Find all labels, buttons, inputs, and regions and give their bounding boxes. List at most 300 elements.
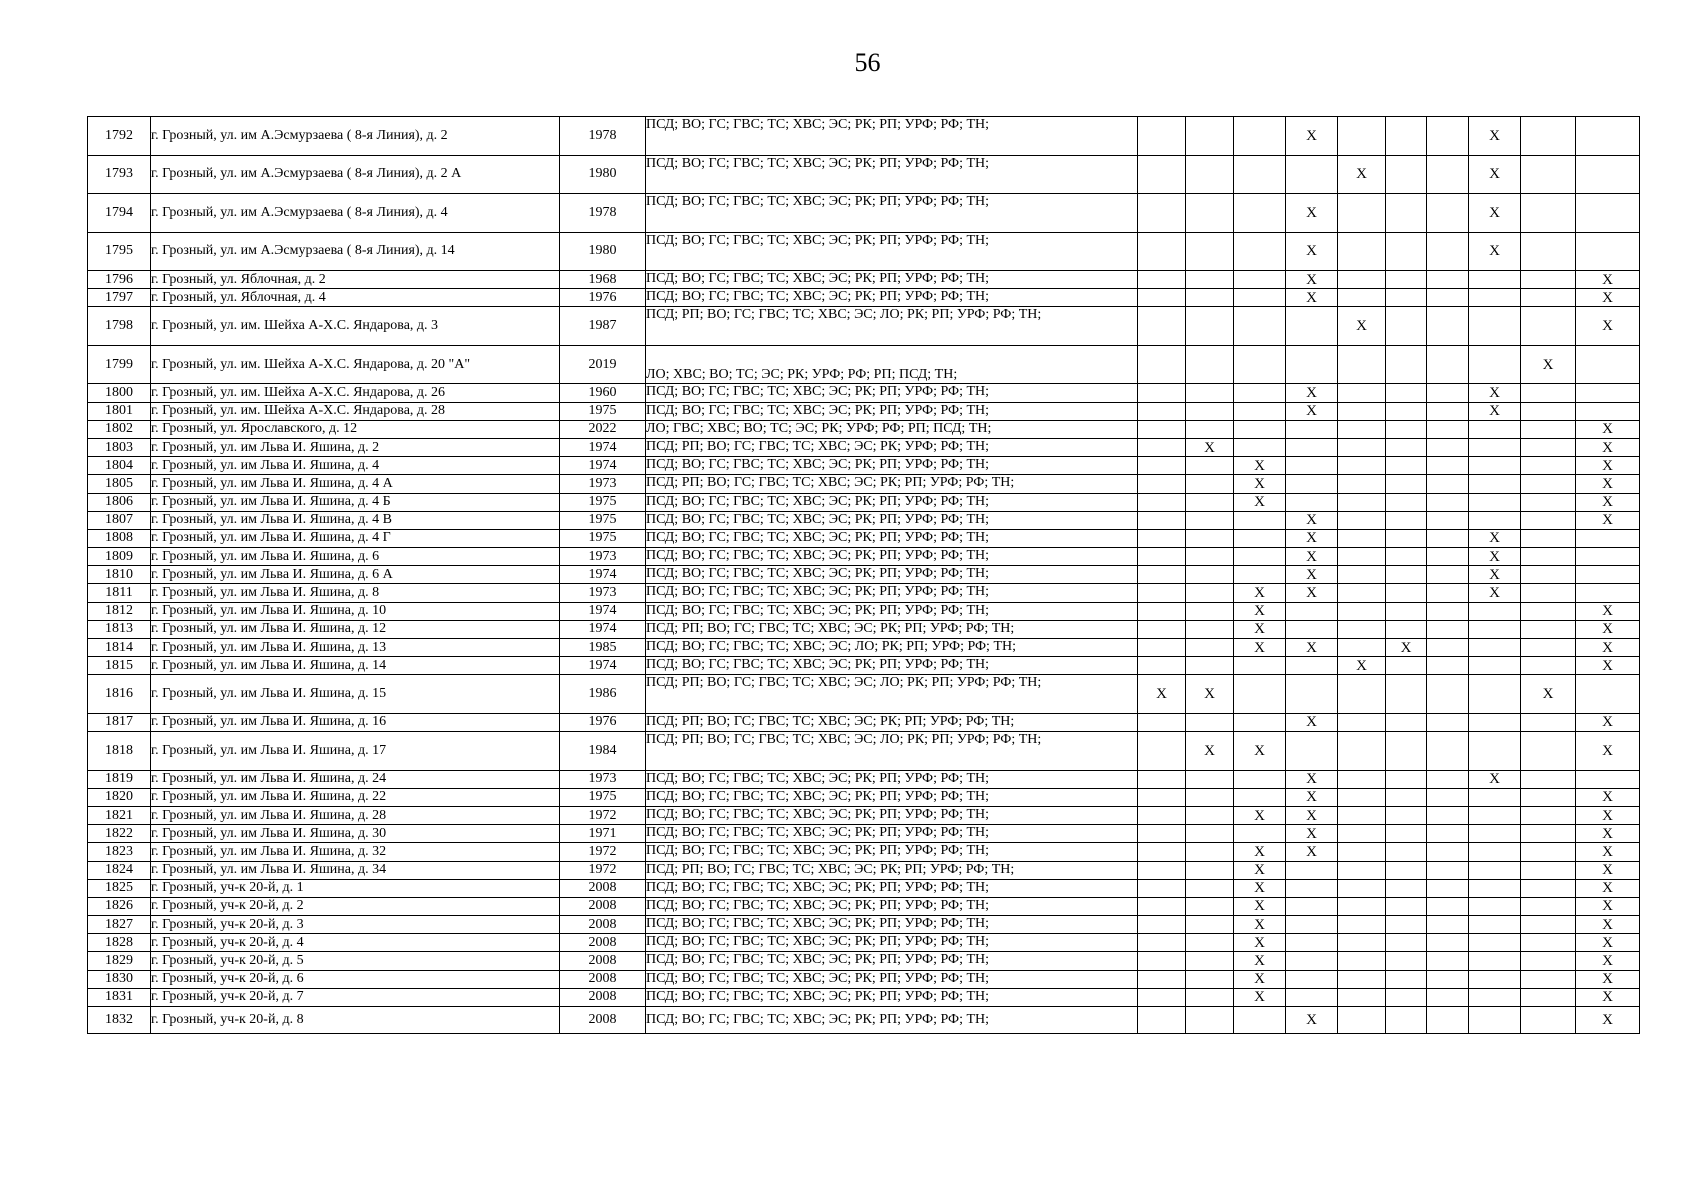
- mark-cell-4: [1286, 916, 1338, 934]
- mark-cell-5: [1338, 934, 1386, 952]
- mark-cell-9: [1521, 271, 1576, 289]
- mark-cell-4: [1286, 988, 1338, 1006]
- systems-cell: ПСД; ВО; ГС; ГВС; ТС; ХВС; ЭС; РК; РП; УРФ; РФ; ТН;: [646, 602, 1138, 620]
- table-row: [88, 657, 1640, 675]
- mark-cell-2: [1186, 529, 1234, 547]
- address-cell: г. Грозный, уч-к 20-й, д. 2: [151, 897, 560, 915]
- mark-cell-3: [1234, 384, 1286, 402]
- year-cell: 1974: [560, 657, 646, 675]
- systems-cell: ЛО; ГВС; ХВС; ВО; ТС; ЭС; РК; УРФ; РФ; РП; ПСД; ТН;: [646, 420, 1138, 438]
- mark-cell-10: [1576, 566, 1640, 584]
- mark-cell-6: [1386, 806, 1427, 824]
- row-number-cell: 1807: [88, 511, 151, 529]
- table-row: [88, 511, 1640, 529]
- mark-cell-10: [1576, 345, 1640, 384]
- year-cell: 1973: [560, 548, 646, 566]
- mark-cell-1: [1138, 457, 1186, 475]
- systems-cell: ПСД; РП; ВО; ГС; ГВС; ТС; ХВС; ЭС; РК; РП; УРФ; РФ; ТН;: [646, 861, 1138, 879]
- year-cell: 1974: [560, 566, 646, 584]
- mark-cell-7: [1427, 307, 1469, 346]
- address-cell: г. Грозный, ул. им А.Эсмурзаева ( 8-я Линия), д. 4: [151, 194, 560, 233]
- mark-cell-5: X: [1338, 307, 1386, 346]
- mark-cell-1: [1138, 511, 1186, 529]
- year-cell: 1986: [560, 675, 646, 714]
- mark-cell-4: X: [1286, 117, 1338, 156]
- address-cell: г. Грозный, ул. им Льва И. Яшина, д. 6 А: [151, 566, 560, 584]
- row-number-cell: 1819: [88, 770, 151, 788]
- mark-cell-8: [1469, 952, 1521, 970]
- systems-cell: ПСД; ВО; ГС; ГВС; ТС; ХВС; ЭС; РК; РП; УРФ; РФ; ТН;: [646, 825, 1138, 843]
- mark-cell-2: [1186, 493, 1234, 511]
- mark-cell-1: [1138, 952, 1186, 970]
- mark-cell-2: [1186, 584, 1234, 602]
- mark-cell-8: X: [1469, 402, 1521, 420]
- year-cell: 1975: [560, 493, 646, 511]
- mark-cell-2: [1186, 620, 1234, 638]
- table-row: [88, 232, 1640, 271]
- mark-cell-3: [1234, 345, 1286, 384]
- systems-cell: ПСД; ВО; ГС; ГВС; ТС; ХВС; ЭС; РК; РП; УРФ; РФ; ТН;: [646, 289, 1138, 307]
- mark-cell-8: [1469, 713, 1521, 731]
- mark-cell-7: [1427, 384, 1469, 402]
- mark-cell-5: [1338, 475, 1386, 493]
- mark-cell-8: [1469, 493, 1521, 511]
- mark-cell-5: [1338, 529, 1386, 547]
- mark-cell-3: [1234, 271, 1286, 289]
- mark-cell-8: [1469, 806, 1521, 824]
- mark-cell-8: [1469, 602, 1521, 620]
- mark-cell-4: [1286, 457, 1338, 475]
- mark-cell-3: X: [1234, 457, 1286, 475]
- mark-cell-6: [1386, 475, 1427, 493]
- mark-cell-4: [1286, 420, 1338, 438]
- table-row: [88, 732, 1640, 771]
- mark-cell-2: [1186, 879, 1234, 897]
- mark-cell-2: [1186, 1007, 1234, 1034]
- address-cell: г. Грозный, ул. им Льва И. Яшина, д. 30: [151, 825, 560, 843]
- address-cell: г. Грозный, ул. им Льва И. Яшина, д. 4 Б: [151, 493, 560, 511]
- mark-cell-9: [1521, 475, 1576, 493]
- mark-cell-10: X: [1576, 438, 1640, 456]
- mark-cell-9: [1521, 566, 1576, 584]
- systems-cell: ПСД; РП; ВО; ГС; ГВС; ТС; ХВС; ЭС; РК; РП; УРФ; РФ; ТН;: [646, 713, 1138, 731]
- mark-cell-7: [1427, 970, 1469, 988]
- mark-cell-5: [1338, 384, 1386, 402]
- mark-cell-7: [1427, 475, 1469, 493]
- systems-cell: ПСД; ВО; ГС; ГВС; ТС; ХВС; ЭС; РК; РП; УРФ; РФ; ТН;: [646, 879, 1138, 897]
- mark-cell-6: [1386, 307, 1427, 346]
- mark-cell-1: [1138, 420, 1186, 438]
- mark-cell-4: [1286, 307, 1338, 346]
- mark-cell-1: [1138, 345, 1186, 384]
- mark-cell-4: X: [1286, 402, 1338, 420]
- mark-cell-1: [1138, 271, 1186, 289]
- year-cell: 1971: [560, 825, 646, 843]
- mark-cell-5: [1338, 584, 1386, 602]
- mark-cell-4: X: [1286, 825, 1338, 843]
- mark-cell-1: [1138, 770, 1186, 788]
- mark-cell-8: [1469, 475, 1521, 493]
- mark-cell-5: X: [1338, 155, 1386, 194]
- mark-cell-10: X: [1576, 988, 1640, 1006]
- mark-cell-1: [1138, 584, 1186, 602]
- table-row: [88, 402, 1640, 420]
- mark-cell-10: [1576, 232, 1640, 271]
- mark-cell-2: [1186, 117, 1234, 156]
- mark-cell-6: [1386, 1007, 1427, 1034]
- mark-cell-10: [1576, 117, 1640, 156]
- mark-cell-7: [1427, 788, 1469, 806]
- mark-cell-4: X: [1286, 1007, 1338, 1034]
- row-number-cell: 1800: [88, 384, 151, 402]
- mark-cell-7: [1427, 988, 1469, 1006]
- mark-cell-3: [1234, 402, 1286, 420]
- row-number-cell: 1822: [88, 825, 151, 843]
- mark-cell-7: [1427, 934, 1469, 952]
- mark-cell-9: [1521, 657, 1576, 675]
- mark-cell-9: [1521, 117, 1576, 156]
- year-cell: 1985: [560, 639, 646, 657]
- address-cell: г. Грозный, ул. им А.Эсмурзаева ( 8-я Линия), д. 2: [151, 117, 560, 156]
- table-row: [88, 770, 1640, 788]
- address-cell: г. Грозный, ул. им Льва И. Яшина, д. 6: [151, 548, 560, 566]
- address-cell: г. Грозный, ул. им Льва И. Яшина, д. 10: [151, 602, 560, 620]
- mark-cell-10: X: [1576, 307, 1640, 346]
- systems-cell: ПСД; ВО; ГС; ГВС; ТС; ХВС; ЭС; РК; РП; УРФ; РФ; ТН;: [646, 232, 1138, 271]
- address-cell: г. Грозный, ул. Ярославского, д. 12: [151, 420, 560, 438]
- mark-cell-7: [1427, 155, 1469, 194]
- mark-cell-5: [1338, 861, 1386, 879]
- table-row: [88, 1007, 1640, 1034]
- year-cell: 2008: [560, 879, 646, 897]
- mark-cell-6: [1386, 788, 1427, 806]
- mark-cell-6: [1386, 970, 1427, 988]
- mark-cell-7: [1427, 1007, 1469, 1034]
- row-number-cell: 1831: [88, 988, 151, 1006]
- mark-cell-4: [1286, 345, 1338, 384]
- mark-cell-2: [1186, 806, 1234, 824]
- mark-cell-6: [1386, 384, 1427, 402]
- mark-cell-9: [1521, 232, 1576, 271]
- mark-cell-4: X: [1286, 770, 1338, 788]
- mark-cell-6: [1386, 675, 1427, 714]
- mark-cell-9: [1521, 493, 1576, 511]
- mark-cell-3: X: [1234, 843, 1286, 861]
- mark-cell-6: [1386, 194, 1427, 233]
- mark-cell-8: [1469, 1007, 1521, 1034]
- table-row: [88, 384, 1640, 402]
- row-number-cell: 1821: [88, 806, 151, 824]
- mark-cell-5: [1338, 289, 1386, 307]
- mark-cell-3: X: [1234, 861, 1286, 879]
- mark-cell-5: [1338, 713, 1386, 731]
- row-number-cell: 1798: [88, 307, 151, 346]
- mark-cell-2: [1186, 861, 1234, 879]
- mark-cell-3: [1234, 825, 1286, 843]
- mark-cell-4: X: [1286, 713, 1338, 731]
- address-cell: г. Грозный, ул. им Льва И. Яшина, д. 32: [151, 843, 560, 861]
- table-row: [88, 475, 1640, 493]
- mark-cell-6: [1386, 493, 1427, 511]
- building-registry-table: [87, 116, 1640, 1034]
- table-row: [88, 529, 1640, 547]
- mark-cell-3: X: [1234, 584, 1286, 602]
- mark-cell-9: [1521, 1007, 1576, 1034]
- mark-cell-8: X: [1469, 232, 1521, 271]
- mark-cell-4: X: [1286, 548, 1338, 566]
- systems-cell: ПСД; ВО; ГС; ГВС; ТС; ХВС; ЭС; РК; РП; УРФ; РФ; ТН;: [646, 529, 1138, 547]
- mark-cell-2: [1186, 402, 1234, 420]
- systems-cell: ПСД; ВО; ГС; ГВС; ТС; ХВС; ЭС; РК; РП; УРФ; РФ; ТН;: [646, 117, 1138, 156]
- mark-cell-4: [1286, 861, 1338, 879]
- row-number-cell: 1832: [88, 1007, 151, 1034]
- mark-cell-4: X: [1286, 843, 1338, 861]
- mark-cell-9: [1521, 402, 1576, 420]
- address-cell: г. Грозный, уч-к 20-й, д. 1: [151, 879, 560, 897]
- mark-cell-7: [1427, 345, 1469, 384]
- mark-cell-4: X: [1286, 271, 1338, 289]
- mark-cell-7: [1427, 620, 1469, 638]
- mark-cell-6: [1386, 934, 1427, 952]
- row-number-cell: 1826: [88, 897, 151, 915]
- row-number-cell: 1803: [88, 438, 151, 456]
- mark-cell-8: [1469, 825, 1521, 843]
- table-row: [88, 271, 1640, 289]
- mark-cell-9: [1521, 289, 1576, 307]
- mark-cell-4: X: [1286, 806, 1338, 824]
- mark-cell-3: X: [1234, 970, 1286, 988]
- table-row: [88, 934, 1640, 952]
- mark-cell-9: [1521, 511, 1576, 529]
- mark-cell-10: [1576, 194, 1640, 233]
- mark-cell-5: [1338, 548, 1386, 566]
- mark-cell-8: [1469, 639, 1521, 657]
- mark-cell-1: [1138, 843, 1186, 861]
- mark-cell-9: X: [1521, 675, 1576, 714]
- mark-cell-10: [1576, 548, 1640, 566]
- address-cell: г. Грозный, ул. им Льва И. Яшина, д. 22: [151, 788, 560, 806]
- systems-cell: ПСД; ВО; ГС; ГВС; ТС; ХВС; ЭС; РК; РП; УРФ; РФ; ТН;: [646, 493, 1138, 511]
- mark-cell-2: [1186, 934, 1234, 952]
- mark-cell-6: [1386, 548, 1427, 566]
- mark-cell-2: [1186, 657, 1234, 675]
- mark-cell-7: [1427, 438, 1469, 456]
- year-cell: 1974: [560, 438, 646, 456]
- systems-cell: ПСД; ВО; ГС; ГВС; ТС; ХВС; ЭС; РК; РП; УРФ; РФ; ТН;: [646, 916, 1138, 934]
- mark-cell-3: [1234, 420, 1286, 438]
- table-row: [88, 970, 1640, 988]
- mark-cell-5: [1338, 271, 1386, 289]
- systems-cell: ПСД; ВО; ГС; ГВС; ТС; ХВС; ЭС; РК; РП; УРФ; РФ; ТН;: [646, 155, 1138, 194]
- mark-cell-2: [1186, 639, 1234, 657]
- mark-cell-6: [1386, 825, 1427, 843]
- address-cell: г. Грозный, ул. им Льва И. Яшина, д. 8: [151, 584, 560, 602]
- mark-cell-6: [1386, 457, 1427, 475]
- mark-cell-6: [1386, 232, 1427, 271]
- mark-cell-2: X: [1186, 732, 1234, 771]
- mark-cell-8: X: [1469, 770, 1521, 788]
- mark-cell-4: [1286, 438, 1338, 456]
- table-row: [88, 861, 1640, 879]
- mark-cell-8: [1469, 657, 1521, 675]
- row-number-cell: 1816: [88, 675, 151, 714]
- mark-cell-1: X: [1138, 675, 1186, 714]
- mark-cell-2: [1186, 566, 1234, 584]
- mark-cell-7: [1427, 271, 1469, 289]
- mark-cell-8: [1469, 879, 1521, 897]
- mark-cell-7: [1427, 916, 1469, 934]
- table-row: [88, 713, 1640, 731]
- mark-cell-10: X: [1576, 1007, 1640, 1034]
- mark-cell-9: [1521, 457, 1576, 475]
- row-number-cell: 1812: [88, 602, 151, 620]
- mark-cell-5: [1338, 732, 1386, 771]
- mark-cell-2: [1186, 457, 1234, 475]
- mark-cell-7: [1427, 548, 1469, 566]
- mark-cell-7: [1427, 117, 1469, 156]
- mark-cell-1: [1138, 289, 1186, 307]
- mark-cell-1: [1138, 657, 1186, 675]
- systems-cell: ПСД; ВО; ГС; ГВС; ТС; ХВС; ЭС; РК; РП; УРФ; РФ; ТН;: [646, 988, 1138, 1006]
- mark-cell-4: [1286, 475, 1338, 493]
- mark-cell-3: X: [1234, 732, 1286, 771]
- mark-cell-3: [1234, 548, 1286, 566]
- mark-cell-9: [1521, 194, 1576, 233]
- mark-cell-7: [1427, 402, 1469, 420]
- mark-cell-10: X: [1576, 934, 1640, 952]
- mark-cell-3: [1234, 307, 1286, 346]
- year-cell: 1960: [560, 384, 646, 402]
- mark-cell-7: [1427, 952, 1469, 970]
- mark-cell-6: [1386, 620, 1427, 638]
- mark-cell-1: [1138, 1007, 1186, 1034]
- address-cell: г. Грозный, ул. им. Шейха А-Х.С. Яндарова, д. 3: [151, 307, 560, 346]
- mark-cell-3: [1234, 657, 1286, 675]
- mark-cell-1: [1138, 493, 1186, 511]
- mark-cell-1: [1138, 548, 1186, 566]
- year-cell: 2008: [560, 897, 646, 915]
- mark-cell-4: [1286, 620, 1338, 638]
- mark-cell-9: [1521, 988, 1576, 1006]
- row-number-cell: 1809: [88, 548, 151, 566]
- mark-cell-6: X: [1386, 639, 1427, 657]
- mark-cell-4: [1286, 897, 1338, 915]
- table-row: [88, 639, 1640, 657]
- mark-cell-9: [1521, 420, 1576, 438]
- mark-cell-3: X: [1234, 897, 1286, 915]
- mark-cell-5: [1338, 970, 1386, 988]
- mark-cell-2: [1186, 770, 1234, 788]
- mark-cell-7: [1427, 770, 1469, 788]
- mark-cell-7: [1427, 806, 1469, 824]
- address-cell: г. Грозный, ул. им Льва И. Яшина, д. 4 А: [151, 475, 560, 493]
- mark-cell-5: [1338, 897, 1386, 915]
- mark-cell-9: [1521, 732, 1576, 771]
- table-row: [88, 155, 1640, 194]
- address-cell: г. Грозный, ул. им А.Эсмурзаева ( 8-я Линия), д. 2 А: [151, 155, 560, 194]
- mark-cell-9: [1521, 825, 1576, 843]
- address-cell: г. Грозный, уч-к 20-й, д. 8: [151, 1007, 560, 1034]
- row-number-cell: 1830: [88, 970, 151, 988]
- mark-cell-7: [1427, 420, 1469, 438]
- mark-cell-6: [1386, 988, 1427, 1006]
- systems-cell: ЛО; ХВС; ВО; ТС; ЭС; РК; УРФ; РФ; РП; ПСД; ТН;: [646, 345, 1138, 384]
- mark-cell-10: X: [1576, 879, 1640, 897]
- mark-cell-7: [1427, 584, 1469, 602]
- mark-cell-9: [1521, 155, 1576, 194]
- mark-cell-5: [1338, 806, 1386, 824]
- table-row: [88, 307, 1640, 346]
- table-row: [88, 988, 1640, 1006]
- row-number-cell: 1806: [88, 493, 151, 511]
- mark-cell-4: X: [1286, 788, 1338, 806]
- mark-cell-8: [1469, 988, 1521, 1006]
- mark-cell-10: X: [1576, 620, 1640, 638]
- address-cell: г. Грозный, ул. им Льва И. Яшина, д. 2: [151, 438, 560, 456]
- mark-cell-5: [1338, 457, 1386, 475]
- year-cell: 1978: [560, 194, 646, 233]
- address-cell: г. Грозный, уч-к 20-й, д. 3: [151, 916, 560, 934]
- mark-cell-3: [1234, 232, 1286, 271]
- table-row: [88, 825, 1640, 843]
- row-number-cell: 1827: [88, 916, 151, 934]
- mark-cell-5: [1338, 620, 1386, 638]
- mark-cell-7: [1427, 602, 1469, 620]
- row-number-cell: 1813: [88, 620, 151, 638]
- mark-cell-8: [1469, 420, 1521, 438]
- mark-cell-7: [1427, 529, 1469, 547]
- mark-cell-1: [1138, 566, 1186, 584]
- row-number-cell: 1805: [88, 475, 151, 493]
- mark-cell-10: X: [1576, 843, 1640, 861]
- mark-cell-10: X: [1576, 420, 1640, 438]
- systems-cell: ПСД; ВО; ГС; ГВС; ТС; ХВС; ЭС; РК; РП; УРФ; РФ; ТН;: [646, 657, 1138, 675]
- mark-cell-10: X: [1576, 806, 1640, 824]
- table-row: [88, 675, 1640, 714]
- mark-cell-5: [1338, 402, 1386, 420]
- address-cell: г. Грозный, ул. им А.Эсмурзаева ( 8-я Линия), д. 14: [151, 232, 560, 271]
- address-cell: г. Грозный, ул. Яблочная, д. 4: [151, 289, 560, 307]
- systems-cell: ПСД; РП; ВО; ГС; ГВС; ТС; ХВС; ЭС; ЛО; РК; РП; УРФ; РФ; ТН;: [646, 675, 1138, 714]
- mark-cell-8: [1469, 307, 1521, 346]
- mark-cell-2: [1186, 232, 1234, 271]
- mark-cell-10: X: [1576, 916, 1640, 934]
- mark-cell-1: [1138, 232, 1186, 271]
- mark-cell-8: X: [1469, 117, 1521, 156]
- mark-cell-4: X: [1286, 511, 1338, 529]
- mark-cell-9: [1521, 384, 1576, 402]
- table-row: [88, 289, 1640, 307]
- mark-cell-2: [1186, 916, 1234, 934]
- row-number-cell: 1828: [88, 934, 151, 952]
- mark-cell-4: [1286, 155, 1338, 194]
- year-cell: 1973: [560, 584, 646, 602]
- mark-cell-1: [1138, 861, 1186, 879]
- mark-cell-2: X: [1186, 438, 1234, 456]
- mark-cell-4: [1286, 675, 1338, 714]
- year-cell: 1975: [560, 529, 646, 547]
- mark-cell-9: [1521, 897, 1576, 915]
- year-cell: 1987: [560, 307, 646, 346]
- mark-cell-7: [1427, 493, 1469, 511]
- table-row: [88, 788, 1640, 806]
- mark-cell-6: [1386, 117, 1427, 156]
- row-number-cell: 1820: [88, 788, 151, 806]
- systems-cell: ПСД; РП; ВО; ГС; ГВС; ТС; ХВС; ЭС; РК; РП; УРФ; РФ; ТН;: [646, 620, 1138, 638]
- mark-cell-5: [1338, 1007, 1386, 1034]
- mark-cell-4: [1286, 879, 1338, 897]
- table-row: [88, 916, 1640, 934]
